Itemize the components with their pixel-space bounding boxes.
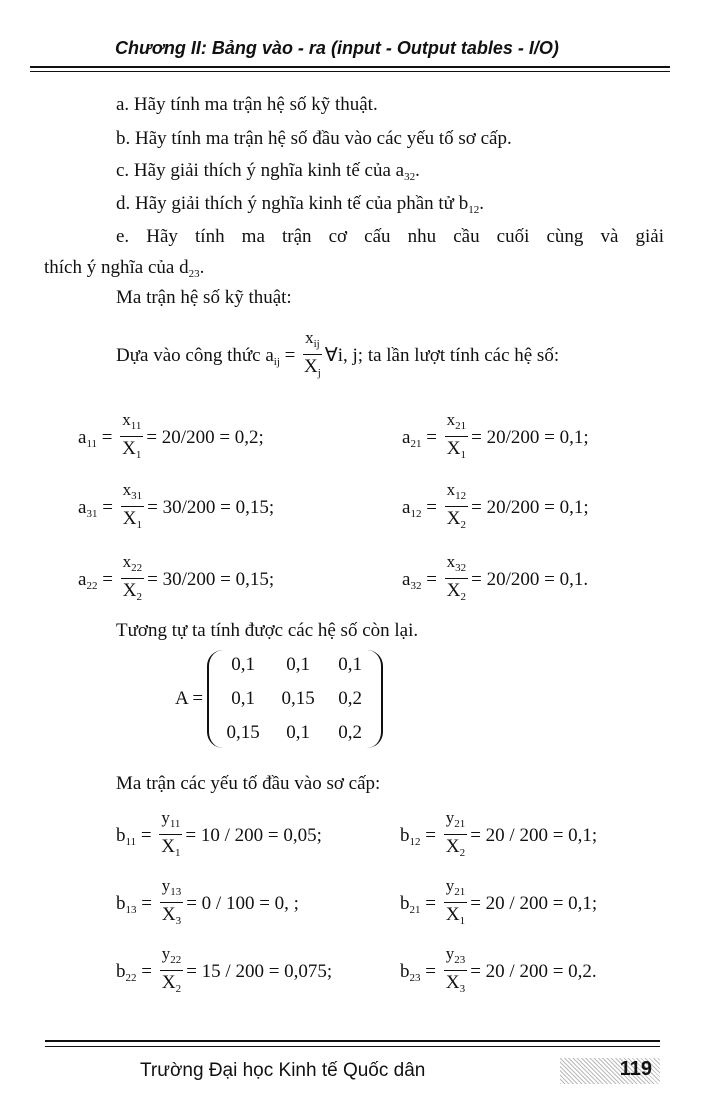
denominator-var: X bbox=[446, 580, 461, 601]
fraction bbox=[121, 480, 145, 537]
denominator bbox=[445, 437, 469, 467]
fraction bbox=[160, 944, 184, 1001]
subscript: j bbox=[317, 367, 321, 379]
question-text: d. Hãy giải thích ý nghĩa kinh tế của phần tử b bbox=[116, 193, 469, 214]
matrix-label: A = bbox=[175, 688, 204, 709]
subscript: 2 bbox=[460, 591, 467, 603]
variable: b bbox=[400, 824, 410, 846]
variable: a bbox=[402, 426, 411, 448]
denominator bbox=[159, 835, 182, 865]
question-text: c. Hãy giải thích ý nghĩa kinh tế của a bbox=[116, 160, 405, 181]
subscript: 32 bbox=[410, 579, 422, 592]
subscript: 31 bbox=[86, 507, 98, 520]
subscript: ij bbox=[313, 338, 320, 350]
question-b: b. Hãy tính ma trận hệ số đầu vào các yếu tố sơ cấp. bbox=[116, 128, 512, 149]
subscript: 22 bbox=[131, 562, 143, 574]
numerator bbox=[444, 808, 468, 835]
variable: b bbox=[116, 960, 126, 982]
fraction bbox=[444, 808, 468, 865]
denominator-var: X bbox=[122, 508, 137, 529]
subscript: 23 bbox=[188, 268, 200, 280]
numerator-var: x bbox=[446, 552, 456, 571]
denominator-var: X bbox=[446, 508, 461, 529]
denominator: X bbox=[304, 356, 318, 377]
subscript: 11 bbox=[86, 437, 98, 450]
subscript: 1 bbox=[459, 915, 466, 927]
fraction bbox=[445, 480, 469, 537]
b_formulas-formula: $b_{21}$ = $\frac{y_{21}}{X_1}$ = 20 / 200 = 0,1; bbox=[400, 876, 597, 933]
result: = 0 / 100 = 0, ; bbox=[186, 892, 299, 914]
variable: a bbox=[402, 496, 411, 518]
subscript: 23 bbox=[409, 971, 421, 984]
variable: a bbox=[78, 568, 87, 590]
a_formulas-formula: $a_{11}$ = $\frac{x_{11}}{X_1}$ = 20/200 = 0,2; bbox=[78, 410, 264, 467]
subscript: 12 bbox=[409, 835, 421, 848]
result: = 20/200 = 0,2; bbox=[146, 426, 264, 448]
matrix-cell: 0,15 bbox=[281, 688, 315, 709]
subscript: 3 bbox=[175, 915, 182, 927]
fraction bbox=[120, 410, 143, 467]
denominator-var: X bbox=[122, 438, 136, 459]
denominator-var: X bbox=[445, 904, 460, 925]
a_formulas-formula: $a_{22}$ = $\frac{x_{22}}{X_2}$ = 30/200 = 0,15; bbox=[78, 552, 274, 609]
fraction bbox=[160, 876, 184, 933]
numerator bbox=[445, 410, 469, 437]
subscript: 1 bbox=[135, 449, 142, 461]
header-rule bbox=[30, 66, 670, 68]
numerator: x bbox=[305, 328, 314, 347]
variable: a bbox=[78, 426, 87, 448]
b_formulas-formula: $b_{23}$ = $\frac{y_{23}}{X_3}$ = 20 / 200 = 0,2. bbox=[400, 944, 597, 1001]
matrix-cell: 0,1 bbox=[231, 688, 256, 709]
matrix-cell: 0,1 bbox=[286, 654, 311, 675]
fraction bbox=[303, 328, 322, 385]
numerator bbox=[120, 410, 143, 437]
b_formulas-formula: $b_{12}$ = $\frac{y_{21}}{X_2}$ = 20 / 200 = 0,1; bbox=[400, 808, 597, 865]
numerator bbox=[121, 552, 145, 579]
subscript: 21 bbox=[454, 886, 466, 898]
denominator bbox=[444, 971, 468, 1001]
question-e-cont: thích ý nghĩa của $d_{23}$. bbox=[44, 257, 205, 280]
subscript: 1 bbox=[136, 519, 143, 531]
question-c: c. Hãy giải thích ý nghĩa kinh tế của $a_{32}$. bbox=[116, 160, 420, 183]
subscript: 11 bbox=[125, 835, 137, 848]
numerator-var: x bbox=[446, 480, 456, 499]
formula-prefix: Dựa vào công thức a bbox=[116, 344, 274, 366]
result: = 20/200 = 0,1; bbox=[471, 426, 589, 448]
denominator bbox=[444, 835, 468, 865]
subscript: 12 bbox=[455, 490, 467, 502]
matrix-cell: 0,1 bbox=[286, 722, 311, 743]
subscript: 21 bbox=[455, 420, 467, 432]
matrix-cell: 0,1 bbox=[231, 654, 256, 675]
denominator-var: X bbox=[122, 580, 137, 601]
numerator-var: x bbox=[122, 410, 131, 429]
fraction bbox=[444, 876, 468, 933]
fraction bbox=[159, 808, 182, 865]
footer-rule-thin bbox=[45, 1046, 660, 1047]
subscript: 1 bbox=[174, 847, 181, 859]
subscript: ij bbox=[273, 355, 280, 368]
subscript: 21 bbox=[409, 903, 421, 916]
subscript: 13 bbox=[125, 903, 137, 916]
general-formula bbox=[116, 328, 559, 385]
a_formulas-formula: $a_{31}$ = $\frac{x_{31}}{X_1}$ = 30/200 = 0,15; bbox=[78, 480, 274, 537]
formula-suffix: ∀i, j; ta lần lượt tính các hệ số: bbox=[324, 344, 560, 366]
numerator-var: x bbox=[446, 410, 456, 429]
fraction bbox=[121, 552, 145, 609]
subscript: 31 bbox=[131, 490, 143, 502]
subscript: 2 bbox=[459, 847, 466, 859]
denominator-var: X bbox=[445, 836, 460, 857]
denominator-var: X bbox=[161, 904, 176, 925]
question-text: thích ý nghĩa của d bbox=[44, 257, 189, 278]
denominator-var: X bbox=[446, 438, 461, 459]
matrix-cell: 0,2 bbox=[338, 722, 363, 743]
numerator bbox=[160, 944, 184, 971]
subscript: 22 bbox=[170, 954, 182, 966]
similar-text: Tương tự ta tính được các hệ số còn lại. bbox=[116, 620, 419, 641]
numerator bbox=[159, 808, 182, 835]
numerator bbox=[444, 944, 468, 971]
matrix-cell: 0,2 bbox=[338, 688, 363, 709]
numerator-var: y bbox=[445, 808, 455, 827]
numerator bbox=[160, 876, 184, 903]
question-d: d. Hãy giải thích ý nghĩa kinh tế của phần tử $b_{12}$. bbox=[116, 193, 484, 216]
footer-text: Trường Đại học Kinh tế Quốc dân bbox=[140, 1060, 426, 1081]
subscript: 11 bbox=[169, 818, 181, 830]
numerator-var: y bbox=[161, 808, 170, 827]
numerator-var: y bbox=[161, 876, 171, 895]
variable: b bbox=[400, 960, 410, 982]
numerator-var: y bbox=[445, 876, 455, 895]
denominator-var: X bbox=[161, 836, 175, 857]
matrix-body bbox=[207, 650, 383, 748]
result: = 20/200 = 0,1. bbox=[471, 568, 589, 590]
variable: b bbox=[400, 892, 410, 914]
numerator bbox=[444, 876, 468, 903]
subscript: 2 bbox=[136, 591, 143, 603]
subscript: 13 bbox=[170, 886, 182, 898]
result: = 10 / 200 = 0,05; bbox=[185, 824, 322, 846]
equals: = bbox=[284, 344, 296, 366]
numerator bbox=[445, 552, 469, 579]
result: = 30/200 = 0,15; bbox=[147, 568, 275, 590]
a_formulas-formula: $a_{32}$ = $\frac{x_{32}}{X_2}$ = 20/200 = 0,1. bbox=[402, 552, 588, 609]
fraction bbox=[445, 410, 469, 467]
b_formulas-formula: $b_{22}$ = $\frac{y_{22}}{X_2}$ = 15 / 200 = 0,075; bbox=[116, 944, 332, 1001]
matrix-cell: 0,1 bbox=[338, 654, 363, 675]
result: = 20 / 200 = 0,2. bbox=[470, 960, 597, 982]
numerator-var: x bbox=[122, 480, 132, 499]
variable: b bbox=[116, 824, 126, 846]
subscript: 11 bbox=[130, 420, 142, 432]
header-rule-thin bbox=[30, 71, 670, 72]
subscript: 12 bbox=[468, 204, 480, 216]
numerator-var: x bbox=[122, 552, 132, 571]
subscript: 2 bbox=[175, 983, 182, 995]
denominator bbox=[160, 903, 184, 933]
subscript: 21 bbox=[410, 437, 422, 450]
subscript: 32 bbox=[404, 171, 416, 183]
numerator bbox=[121, 480, 145, 507]
subscript: 12 bbox=[410, 507, 422, 520]
denominator bbox=[160, 971, 184, 1001]
denominator bbox=[445, 507, 469, 537]
section-title-primary: Ma trận các yếu tố đầu vào sơ cấp: bbox=[116, 773, 381, 794]
subscript: 21 bbox=[454, 818, 466, 830]
denominator bbox=[120, 437, 143, 467]
variable: a bbox=[78, 496, 87, 518]
result: = 15 / 200 = 0,075; bbox=[186, 960, 333, 982]
subscript: 1 bbox=[460, 449, 467, 461]
denominator bbox=[121, 579, 145, 609]
question-a: a. Hãy tính ma trận hệ số kỹ thuật. bbox=[116, 94, 378, 115]
question-e: e. Hãy tính ma trận cơ cấu nhu cầu cuối cùng và giải bbox=[116, 226, 664, 247]
subscript: 2 bbox=[460, 519, 467, 531]
denominator bbox=[121, 507, 145, 537]
a_formulas-formula: $a_{21}$ = $\frac{x_{21}}{X_1}$ = 20/200 = 0,1; bbox=[402, 410, 589, 467]
b_formulas-formula: $b_{13}$ = $\frac{y_{13}}{X_3}$ = 0 / 100 = 0, ; bbox=[116, 876, 299, 933]
numerator-var: y bbox=[161, 944, 171, 963]
fraction bbox=[444, 944, 468, 1001]
numerator-var: y bbox=[445, 944, 455, 963]
result: = 30/200 = 0,15; bbox=[147, 496, 275, 518]
subscript: 3 bbox=[459, 983, 466, 995]
result: = 20/200 = 0,1; bbox=[471, 496, 589, 518]
subscript: 22 bbox=[125, 971, 137, 984]
subscript: 23 bbox=[454, 954, 466, 966]
subscript: 32 bbox=[455, 562, 467, 574]
b_formulas-formula: $b_{11}$ = $\frac{y_{11}}{X_1}$ = 10 / 200 = 0,05; bbox=[116, 808, 322, 865]
variable: b bbox=[116, 892, 126, 914]
denominator bbox=[445, 579, 469, 609]
fraction bbox=[445, 552, 469, 609]
denominator-var: X bbox=[161, 972, 176, 993]
denominator-var: X bbox=[445, 972, 460, 993]
result: = 20 / 200 = 0,1; bbox=[470, 824, 598, 846]
matrix-A bbox=[175, 650, 383, 748]
denominator bbox=[444, 903, 468, 933]
subscript: 22 bbox=[86, 579, 98, 592]
chapter-header: Chương II: Bảng vào - ra (input - Output tables - I/O) bbox=[115, 38, 559, 58]
numerator bbox=[445, 480, 469, 507]
variable: a bbox=[402, 568, 411, 590]
matrix-cell: 0,15 bbox=[226, 722, 260, 743]
result: = 20 / 200 = 0,1; bbox=[470, 892, 598, 914]
footer-rule bbox=[45, 1040, 660, 1042]
page-number: 119 bbox=[560, 1058, 660, 1084]
a_formulas-formula: $a_{12}$ = $\frac{x_{12}}{X_2}$ = 20/200 = 0,1; bbox=[402, 480, 589, 537]
section-title-technical: Ma trận hệ số kỹ thuật: bbox=[116, 287, 292, 308]
